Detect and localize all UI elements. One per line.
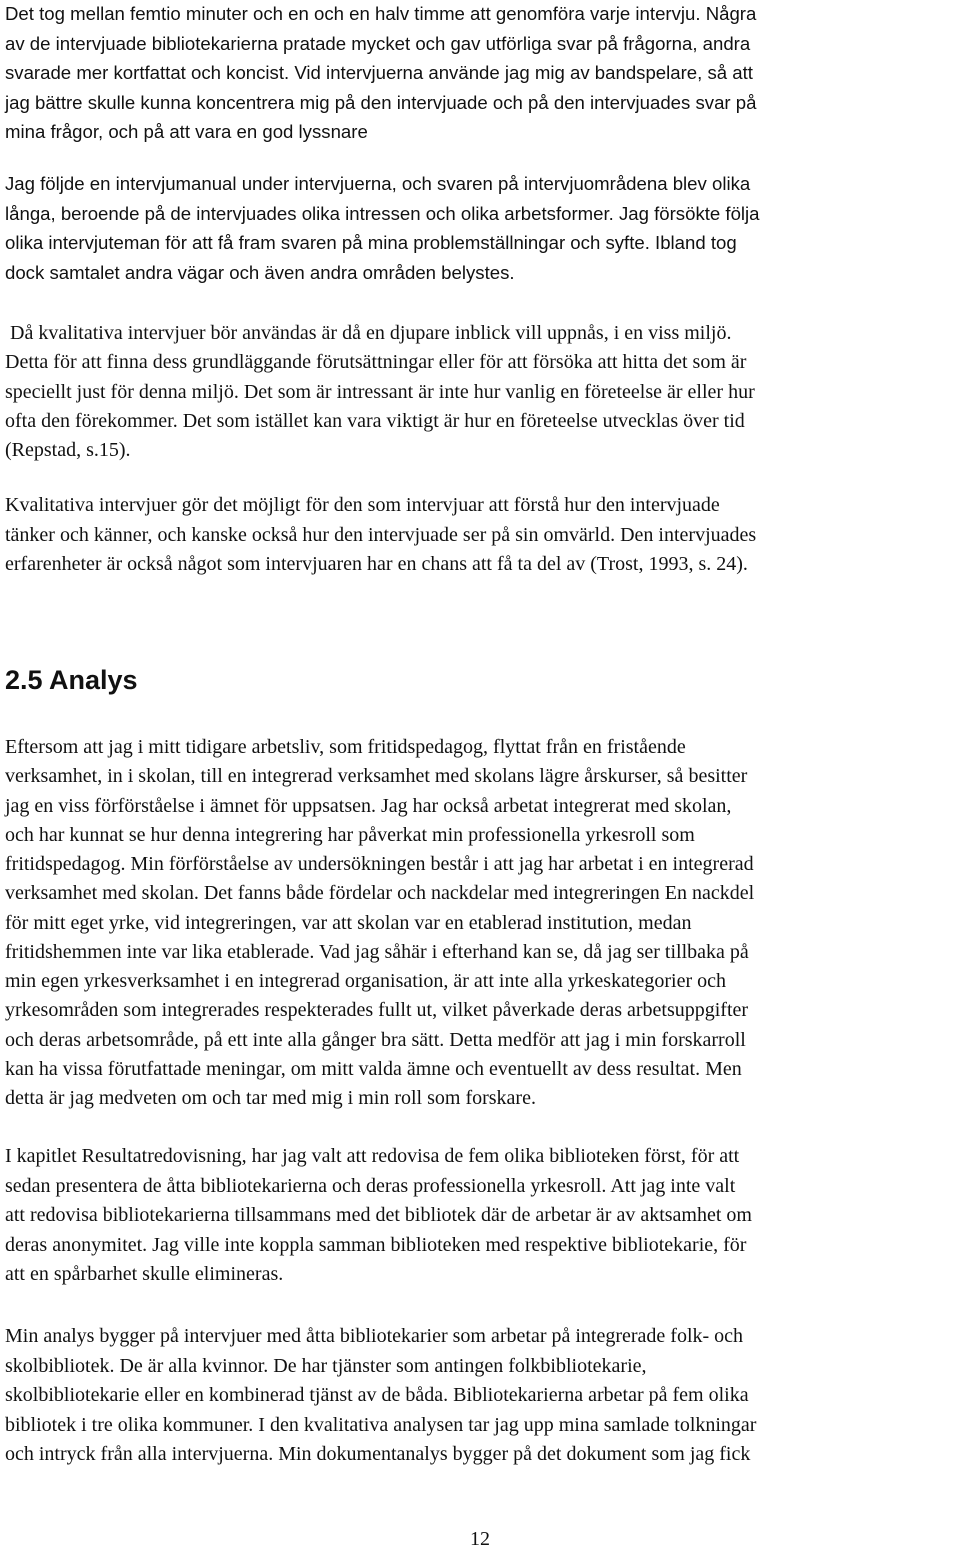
text-line: och har kunnat se hur denna integrering har påverkat min professionella yrkesroll som [5,823,695,846]
text-line: ofta den förekommer. Det som istället kan vara viktigt är hur en företeelse utvecklas över tid [5,409,745,432]
text-line: min egen yrkesverksamhet i en integrerad organisation, är att inte alla yrkeskategorier och [5,970,727,992]
text-line: Eftersom att jag i mitt tidigare arbetsliv, som fritidspedagog, flyttat från en fristående [5,736,686,758]
text-line: Då kvalitativa intervjuer bör användas är då en djupare inblick vill uppnås, i en viss miljö. [5,322,732,344]
text-line: kan ha vissa förutfattade meningar, om mitt valda ämne och eventuellt av dess resultat. Men [5,1057,742,1080]
text-line: långa, beroende på de intervjuades olika intressen och olika arbetsformer. Jag försökte följa [5,202,760,224]
text-line: Jag följde en intervjumanual under intervjuerna, och svaren på intervjuområdena blev olika [5,173,751,194]
text-line: bibliotek i tre olika kommuner. I den kvalitativa analysen tar jag upp mina samlade tolkningar [5,1413,757,1436]
text-line: speciellt just för denna miljö. Det som är intressant är inte hur vanlig en företeelse är eller hur [5,380,755,403]
text-line: av de intervjuade bibliotekarierna pratade mycket och gav utförliga svar på frågorna, andra [5,32,751,54]
text-line: Min analys bygger på intervjuer med åtta bibliotekarier som arbetar på integrerade folk- och [5,1325,744,1347]
text-line: (Repstad, s.15). [5,439,131,462]
text-line: yrkesområden som integrerades respekterades fullt ut, vilket påverkade deras arbetsuppgifter [5,999,749,1022]
section-heading: 2.5 Analys [5,665,138,695]
text-line: fritidspedagog. Min förförståelse av undersökningen består i att jag har arbetat i en integrerad [5,853,754,875]
text-line: jag en viss förförståelse i ämnet för uppsatsen. Jag har också arbetat integrerat med skolan, [5,794,732,817]
text-line: för mitt eget yrke, vid integreringen, var att skolan var en etablerad institution, medan [5,911,692,934]
text-line: och deras arbetsområde, på ett inte alla gånger bra sätt. Detta medför att jag i min forskarroll [5,1028,746,1051]
text-line: fritidshemmen inte var lika etablerade. Vad jag såhär i efterhand kan se, då jag ser tillbaka på [5,940,749,963]
text-line: skolbibliotekarie eller en kombinerad tjänst av de båda. Bibliotekarierna arbetar på fem olika [5,1384,749,1406]
text-line: detta är jag medveten om och tar med mig i min roll som forskare. [5,1087,536,1109]
text-line: tänker och känner, och kanske också hur den intervjuade ser på sin omvärld. Den intervjuades [5,523,757,546]
text-line: att redovisa bibliotekarierna tillsammans med det bibliotek där de arbetar är av aktsamhet om [5,1204,752,1226]
text-line: verksamhet, in i skolan, till en integrerad verksamhet med skolans lägre årskurser, så besitter [5,765,748,788]
text-line: att en spårbarhet skulle elimineras. [5,1263,284,1285]
text-line: och intryck från alla intervjuerna. Min dokumentanalys bygger på det dokument som jag fick [5,1443,751,1465]
text-line: I kapitlet Resultatredovisning, har jag valt att redovisa de fem olika biblioteken först, för att [5,1145,740,1167]
text-line: olika intervjuteman för att få fram svaren på mina problemställningar och syfte. Ibland tog [5,232,737,253]
page-number: 12 [470,1528,490,1550]
text-line: erfarenheter är också något som intervjuaren har en chans att få ta del av (Trost, 1993, s. 24). [5,553,748,575]
text-line: deras anonymitet. Jag ville inte koppla samman biblioteken med respektive bibliotekarie, för [5,1233,747,1256]
text-line: svarade mer kortfattat och koncist. Vid intervjuerna använde jag mig av bandspelare, så att [5,62,753,83]
text-line: verksamhet med skolan. Det fanns både fördelar och nackdelar med integreringen En nackdel [5,882,755,905]
text-line: dock samtalet andra vägar och även andra områden belystes. [5,261,515,283]
text-line: skolbibliotek. De är alla kvinnor. De har tjänster som antingen folkbibliotekarie, [5,1354,647,1377]
text-line: mina frågor, och på att vara en god lyssnare [5,121,368,142]
text-line: Det tog mellan femtio minuter och en och en halv timme att genomföra varje intervju. Några [5,3,757,24]
text-line: sedan presentera de åtta bibliotekarierna och deras professionella yrkesroll. Att jag inte valt [5,1174,736,1197]
text-line: jag bättre skulle kunna koncentrera mig på den intervjuade och på den intervjuades svar på [5,91,757,113]
text-line: Kvalitativa intervjuer gör det möjligt för den som intervjuar att förstå hur den intervjuade [5,494,720,516]
text-line: Detta för att finna dess grundläggande förutsättningar eller för att försöka att hitta det som är [5,351,747,374]
